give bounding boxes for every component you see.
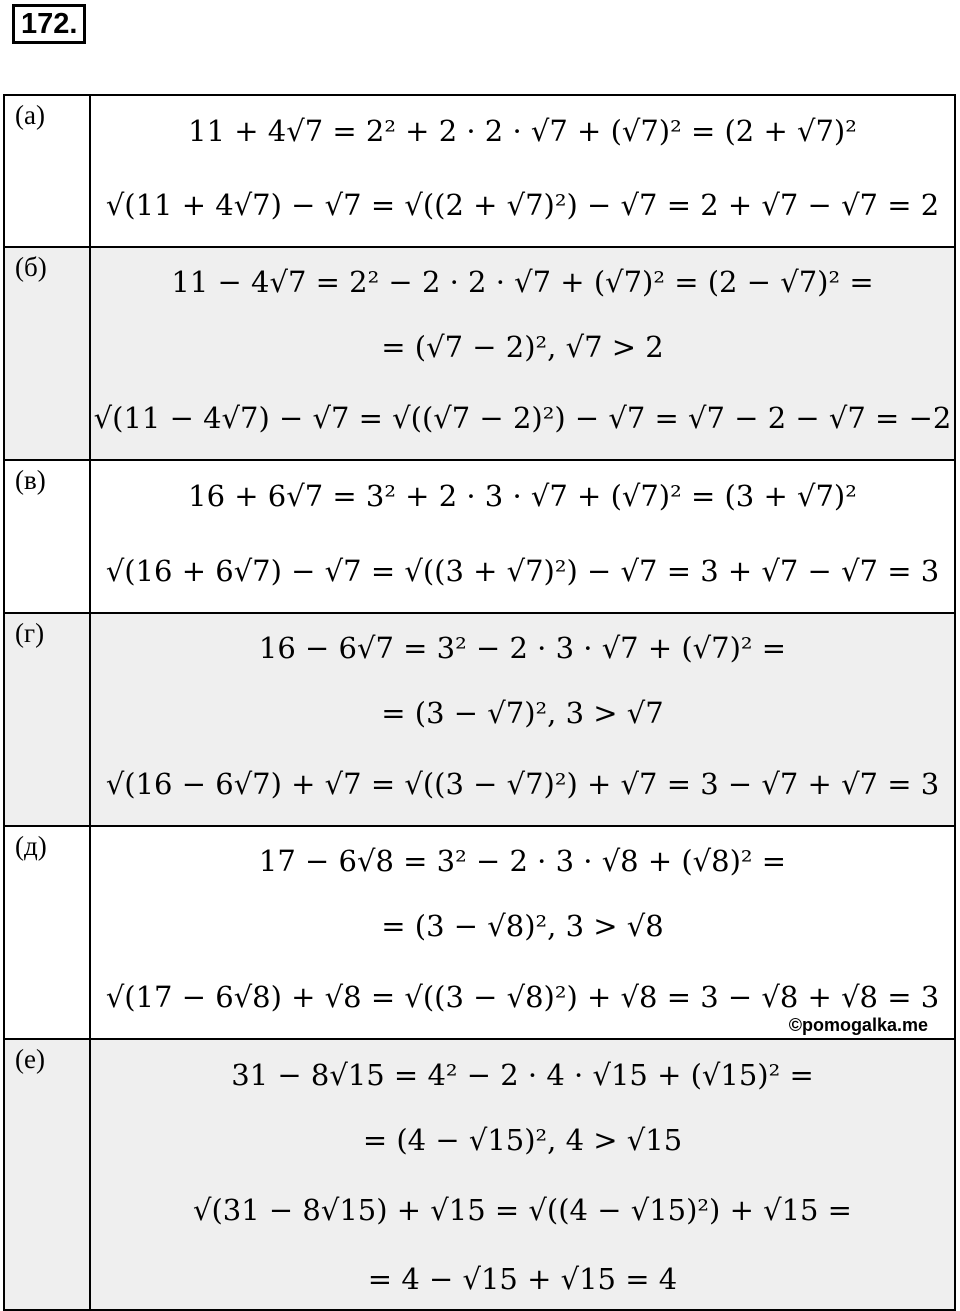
row-label: (е) <box>4 1039 90 1310</box>
row-label: (в) <box>4 460 90 613</box>
equation-line: = (4 − √15)², 4 > √15 <box>362 1123 683 1157</box>
row-label: (д) <box>4 826 90 1039</box>
table-row <box>4 826 955 1039</box>
solution-cell <box>90 247 955 460</box>
equation-line: = 4 − √15 + √15 = 4 <box>367 1262 678 1296</box>
equation-line: √(11 + 4√7) − √7 = √((2 + √7)²) − √7 = 2 + √7 − √7 = 2 <box>105 188 940 222</box>
solution-cell <box>90 613 955 826</box>
equation-line: 11 − 4√7 = 2² − 2 · 2 · √7 + (√7)² = (2 − √7)² = <box>171 265 874 299</box>
equation-line: √(11 − 4√7) − √7 = √((√7 − 2)²) − √7 = √7 − 2 − √7 = −2 <box>93 401 952 435</box>
table-row <box>4 1039 955 1310</box>
equation-line: √(17 − 6√8) + √8 = √((3 − √8)²) + √8 = 3 − √8 + √8 = 3 <box>105 980 940 1014</box>
problem-number: 172. <box>12 4 86 44</box>
table-row <box>4 95 955 247</box>
equation-line: = (3 − √8)², 3 > √8 <box>381 909 664 943</box>
solution-table <box>3 94 956 1311</box>
table-row <box>4 247 955 460</box>
table-row <box>4 613 955 826</box>
equation-line: = (√7 − 2)², √7 > 2 <box>381 330 664 364</box>
equation-line: √(31 − 8√15) + √15 = √((4 − √15)²) + √15 = <box>193 1193 852 1227</box>
row-label: (г) <box>4 613 90 826</box>
equation-line: = (3 − √7)², 3 > √7 <box>381 696 664 730</box>
row-label: (а) <box>4 95 90 247</box>
equation-line: 17 − 6√8 = 3² − 2 · 3 · √8 + (√8)² = <box>258 844 787 878</box>
watermark-text: ©pomogalka.me <box>788 1015 928 1035</box>
equation-line: 31 − 8√15 = 4² − 2 · 4 · √15 + (√15)² = <box>231 1058 814 1092</box>
row-label: (б) <box>4 247 90 460</box>
equation-line: 11 + 4√7 = 2² + 2 · 2 · √7 + (√7)² = (2 + √7)² <box>188 114 857 148</box>
equation-line: 16 + 6√7 = 3² + 2 · 3 · √7 + (√7)² = (3 + √7)² <box>188 479 857 513</box>
equation-line: √(16 + 6√7) − √7 = √((3 + √7)²) − √7 = 3 + √7 − √7 = 3 <box>105 554 940 588</box>
solution-cell <box>90 1039 955 1310</box>
solution-cell <box>90 95 955 247</box>
equation-line: √(16 − 6√7) + √7 = √((3 − √7)²) + √7 = 3 − √7 + √7 = 3 <box>105 767 940 801</box>
table-row <box>4 460 955 613</box>
equation-line: 16 − 6√7 = 3² − 2 · 3 · √7 + (√7)² = <box>258 631 787 665</box>
solution-cell <box>90 460 955 613</box>
solution-cell <box>90 826 955 1039</box>
